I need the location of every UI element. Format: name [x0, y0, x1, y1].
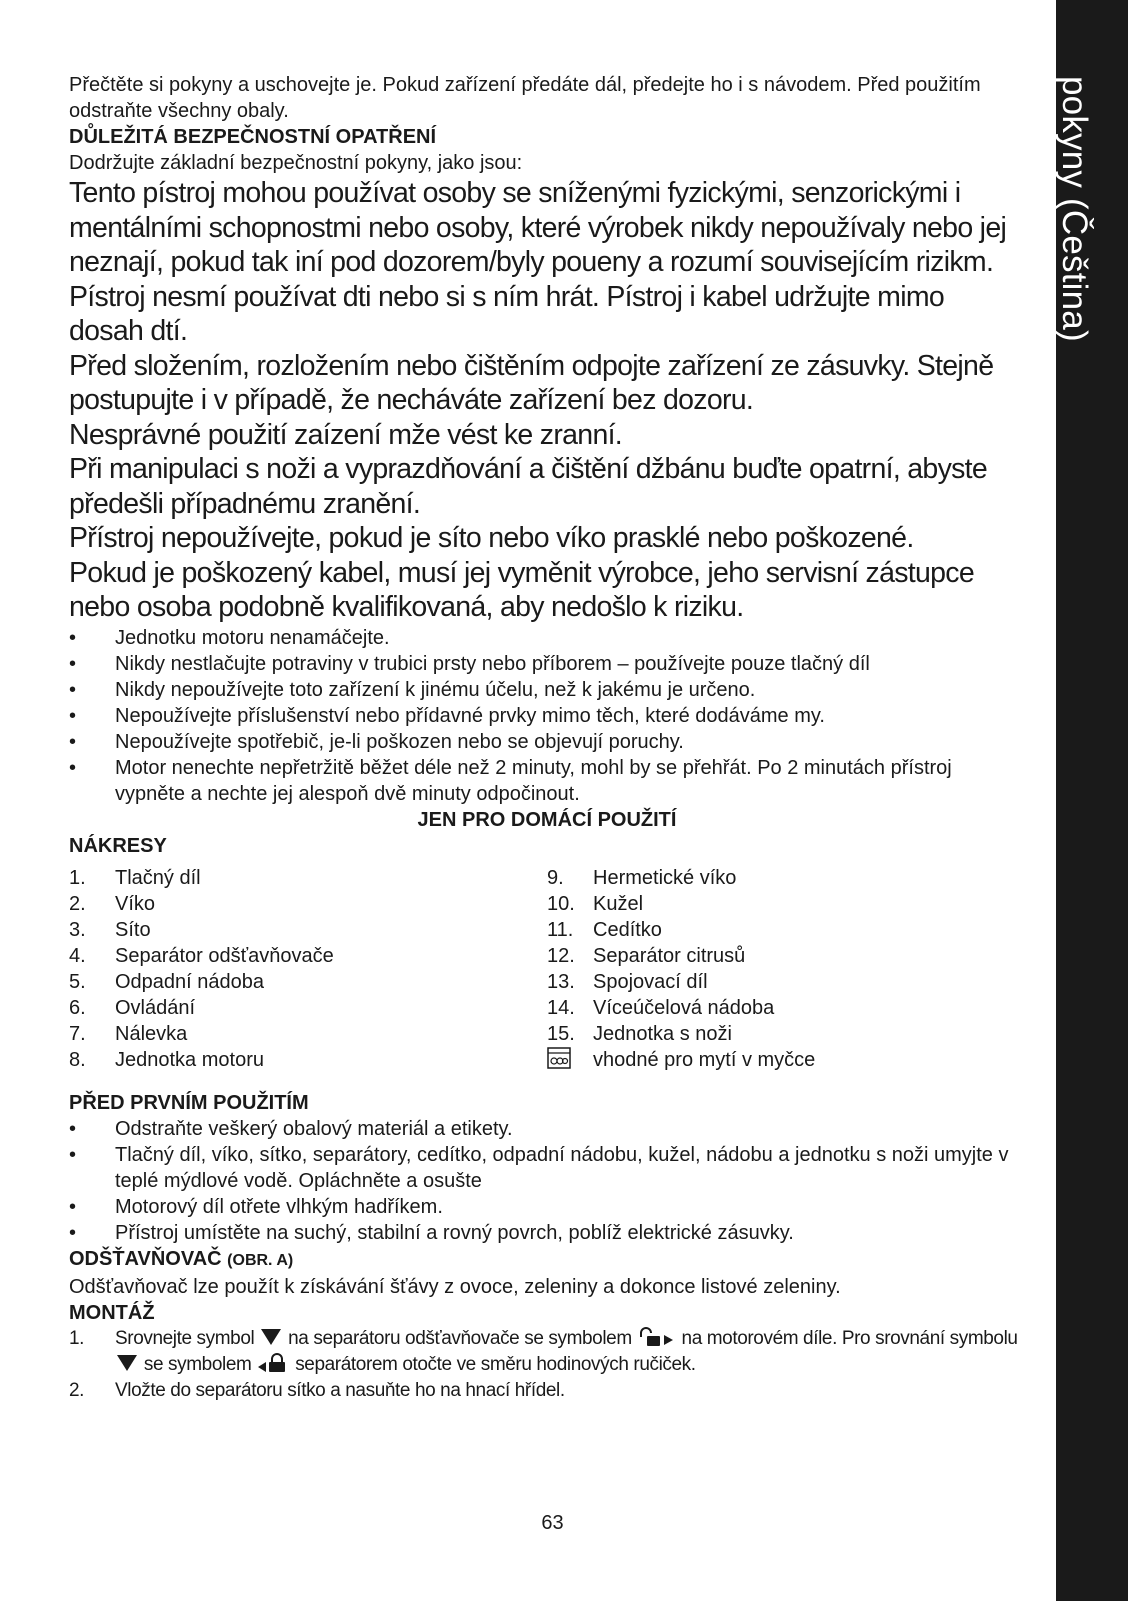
first-use-list	[69, 1116, 1025, 1246]
list-item: 13. Spojovací díl	[547, 970, 708, 993]
list-item: • Nepoužívejte spotřebič, je-li poškozen nebo se objevují poruchy.	[69, 730, 684, 753]
juicer-text: Odšťavňovač lze použít k získávání šťávy z ovoce, zeleniny a dokonce listové zeleniny.	[69, 1275, 841, 1298]
list-item: 12. Separátor citrusů	[547, 944, 746, 967]
list-item: • Odstraňte veškerý obalový materiál a etikety.	[69, 1117, 513, 1140]
home-use-notice: JEN PRO DOMÁCÍ POUŽITÍ	[417, 808, 677, 831]
safety-bullet-list	[69, 625, 1025, 807]
sidebar-title: pokyny (Čeština)	[1055, 76, 1094, 342]
list-item: 1. Tlačný díl	[69, 866, 201, 889]
list-item: 1. Srovnejte symbol na separátoru odšťavňovače se symbolem na motorovém díle. Pro srovnání symbolu se symbolem separátorem otočte ve směru hodinových ručiček.	[69, 1327, 1018, 1375]
warning-text: Pokud je poškozený kabel, musí jej vyměnit výrobce, jeho servisní zástupce nebo osoba podobně kvalifikovaná, aby nedošlo k riziku.	[69, 556, 974, 623]
juicer-heading: ODŠŤAVŇOVAČ (OBR. A)	[69, 1247, 294, 1270]
safety-lead: Dodržujte základní bezpečnostní pokyny, jako jsou:	[69, 152, 523, 174]
unlock-arrow-icon	[637, 1327, 677, 1347]
list-item: • Nepoužívejte příslušenství nebo přídavné prvky mimo těch, které dodáváme my.	[69, 704, 825, 727]
list-item: 10. Kužel	[547, 892, 644, 915]
warning-text: Nesprávné použití zaízení mže vést ke zranní.	[69, 418, 623, 451]
warning-text: Před složením, rozložením nebo čištěním odpojte zařízení ze zásuvky. Stejně postupujte i v případě, že necháváte zařízení bez dozoru.	[69, 349, 994, 416]
dishwasher-label: vhodné pro mytí v myčce	[593, 1048, 816, 1071]
dishwasher-safe-icon	[547, 1047, 571, 1069]
list-item: 5. Odpadní nádoba	[69, 970, 265, 993]
list-item: • Jednotku motoru nenamáčejte.	[69, 626, 390, 649]
assembly-steps	[69, 1326, 1025, 1404]
intro-text: Přečtěte si pokyny a uschovejte je. Pokud zařízení předáte dál, předejte ho i s návodem. Před použitím odstraňte všechny obaly.	[69, 74, 981, 122]
warning-text: Pístroj nesmí používat dti nebo si s ním hrát. Pístroj i kabel udržujte mimo dosah dtí.	[69, 280, 945, 347]
list-item: 2. Vložte do separátoru sítko a nasuňte ho na hnací hřídel.	[69, 1379, 565, 1401]
list-item: 14. Víceúčelová nádoba	[547, 996, 775, 1019]
safety-heading: DŮLEŽITÁ BEZPEČNOSTNÍ OPATŘENÍ	[69, 126, 437, 148]
list-item: 11. Cedítko	[547, 918, 662, 941]
triangle-down-icon	[259, 1327, 283, 1347]
list-item: 7. Nálevka	[69, 1022, 188, 1045]
list-item: • Tlačný díl, víko, sítko, separátory, cedítko, odpadní nádobu, kužel, nádobu a jednotku s noži umyjte v teplé mýdlové vodě. Opláchněte a osušte	[69, 1143, 1009, 1192]
parts-column-left	[69, 865, 547, 1076]
list-item: • Motorový díl otřete vlhkým hadříkem.	[69, 1195, 443, 1218]
lock-arrow-icon	[256, 1353, 290, 1373]
drawings-heading: NÁKRESY	[69, 834, 167, 857]
page-number: 63	[541, 1512, 564, 1534]
list-item: 4. Separátor odšťavňovače	[69, 944, 334, 967]
page-content	[69, 72, 1025, 1404]
parts-column-right	[547, 865, 1025, 1076]
warning-text: Přístroj nepoužívejte, pokud je síto nebo víko prasklé nebo poškozené.	[69, 522, 914, 554]
list-item: 9. Hermetické víko	[547, 866, 737, 889]
parts-list	[69, 865, 1025, 1076]
list-item: • Přístroj umístěte na suchý, stabilní a rovný povrch, poblíž elektrické zásuvky.	[69, 1221, 794, 1244]
first-use-heading: PŘED PRVNÍM POUŽITÍM	[69, 1091, 309, 1114]
warning-text: Při manipulaci s noži a vyprazdňování a čištění džbánu buďte opatrní, abyste předešli případnému zranění.	[69, 453, 988, 520]
list-item: • Motor nenechte nepřetržitě běžet déle než 2 minuty, mohl by se přehřát. Po 2 minutách přístroj vypněte a nechte jej alespoň dvě minuty odpočinout.	[69, 756, 952, 805]
triangle-down-icon	[115, 1353, 139, 1373]
figure-reference: (OBR. A)	[227, 1251, 294, 1269]
list-item: 15. Jednotka s noži	[547, 1022, 732, 1045]
list-item: • Nikdy nestlačujte potraviny v trubici prsty nebo příborem – používejte pouze tlačný díl	[69, 652, 870, 675]
list-item: 6. Ovládání	[69, 996, 196, 1019]
warning-text: Tento pístroj mohou používat osoby se sníženými fyzickými, senzorickými i mentálními schopnostmi nebo osoby, které výrobek nikdy nepoužívaly nebo jej neznají, pokud tak iní pod dozorem/byly poueny a rozumí souvisejícím rizikm.	[69, 177, 1007, 278]
assembly-heading: MONTÁŽ	[69, 1301, 155, 1324]
list-item	[547, 1047, 1025, 1076]
list-item: 8. Jednotka motoru	[69, 1048, 264, 1071]
list-item: 3. Síto	[69, 918, 151, 941]
list-item: 2. Víko	[69, 892, 156, 915]
list-item: • Nikdy nepoužívejte toto zařízení k jinému účelu, než k jakému je určeno.	[69, 678, 756, 701]
